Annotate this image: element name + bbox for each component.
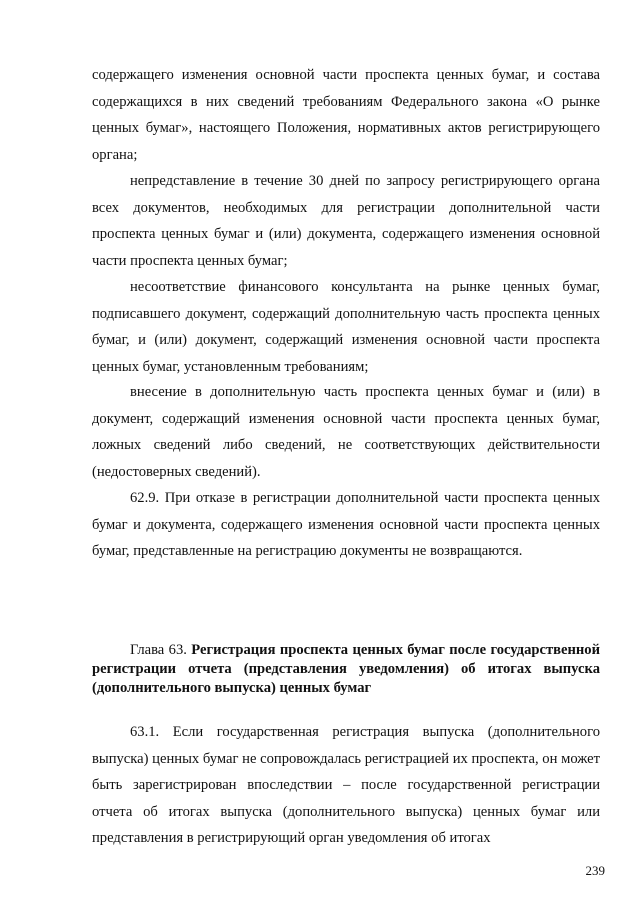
paragraph-consultant-mismatch: несоответствие финансового консультанта на рынке ценных бумаг, подписавшего документ, содержащий дополнительную часть проспекта ценных бумаг, и (или) документ, содержащий изменения основной части проспекта ценных бумаг, установленным требованиям; (92, 279, 600, 375)
chapter-label: Глава 63. (130, 642, 187, 658)
page-number: 239 (585, 863, 605, 878)
paragraph-continuation: содержащего изменения основной части проспекта ценных бумаг, и состава содержащихся в них сведений требованиям Федерального закона «О рынке ценных бумаг», настоящего Положения, нормативных актов регистрирующего органа; (92, 67, 600, 163)
chapter-title: Регистрация проспекта ценных бумаг после государственной регистрации отчета (представления уведомления) об итогах выпуска (дополнительного выпуска) ценных бумаг (92, 642, 601, 696)
paragraph-false-information: внесение в дополнительную часть проспекта ценных бумаг и (или) в документ, содержащий изменения основной части проспекта ценных бумаг, ложных сведений либо сведений, не соответствующих действительности (недостоверных сведений). (92, 384, 600, 480)
paragraph-63-1: 63.1. Если государственная регистрация выпуска (дополнительного выпуска) ценных бумаг не сопровождалась регистрацией их проспекта, он может быть зарегистрирован впоследствии – после государственной регистрации отчета об итогах выпуска (дополнительного выпуска) ценных бумаг или представления в регистрирующий орган уведомления об итогах (92, 724, 600, 846)
chapter-heading (92, 641, 600, 698)
paragraph-62-9: 62.9. При отказе в регистрации дополнительной части проспекта ценных бумаг и документа, содержащего изменения основной части проспекта ценных бумаг, представленные на регистрацию документы не возвращаются. (92, 490, 600, 559)
paragraph-nonsubmission: непредставление в течение 30 дней по запросу регистрирующего органа всех документов, необходимых для регистрации дополнительной части проспекта ценных бумаг и (или) документа, содержащего изменения основной части проспекта ценных бумаг; (92, 173, 600, 269)
